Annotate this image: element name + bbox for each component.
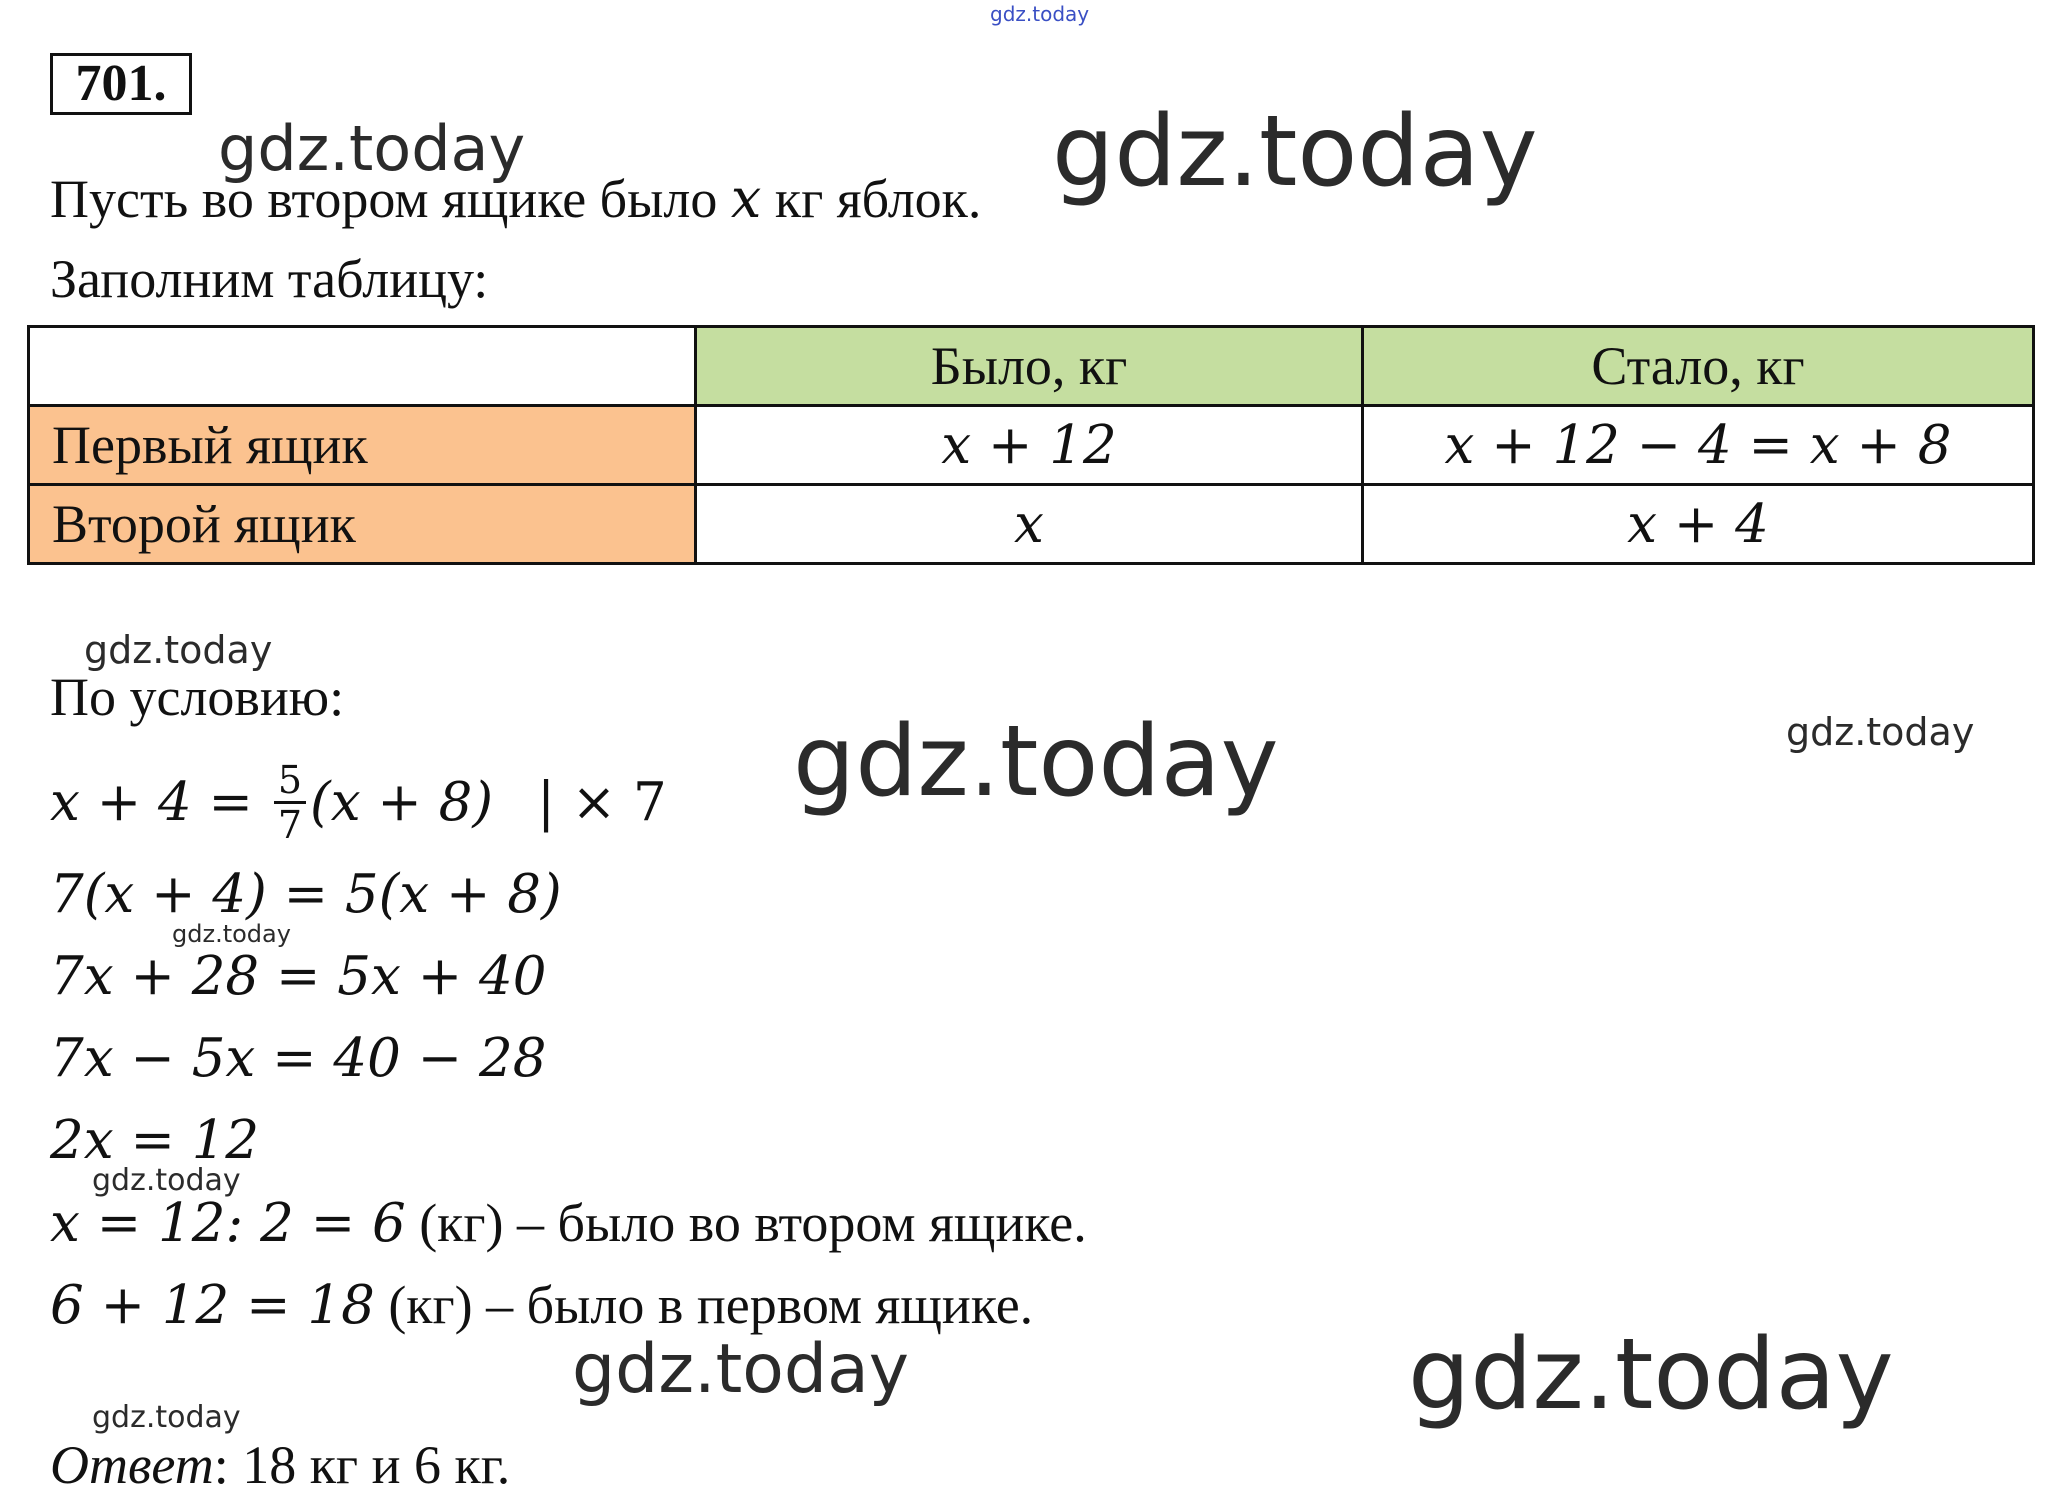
watermark-bottom-right-large: gdz.today [1408,1318,1894,1432]
first-box-was: x + 12 [696,406,1363,485]
equation-multiplier: | × 7 [537,771,667,833]
watermark-steps-lower: gdz.today [92,1163,241,1198]
result-first-box [50,1275,1034,1336]
watermark-center-large: gdz.today [793,705,1279,819]
condition-label: По условию: [50,667,345,727]
table-row [29,485,2034,564]
step-2: 7x + 28 = 5x + 40 [50,946,547,1007]
answer-label: Ответ [50,1435,214,1495]
watermark-bottom-center: gdz.today [572,1330,909,1409]
watermark-bottom-left: gdz.today [92,1400,241,1435]
intro-text-a: Пусть во втором ящике было [50,169,731,229]
intro-line-2: Заполним таблицу: [50,249,489,309]
answer-text: : 18 кг и 6 кг. [213,1435,511,1495]
watermark-header-left: gdz.today [218,112,526,185]
intro-variable: x [730,167,762,230]
intro-line-1 [50,167,982,230]
problem-number: 701. [50,53,192,115]
table-row [29,406,2034,485]
watermark-steps-small: gdz.today [172,920,291,948]
watermark-left-mid: gdz.today [84,628,273,672]
table-header-empty [29,327,696,406]
watermark-header-large: gdz.today [1052,95,1538,209]
intro-text-b: кг яблок. [761,169,982,229]
step-3: 7x − 5x = 40 − 28 [50,1028,547,1089]
step-4: 2x = 12 [50,1110,260,1171]
watermark-top-small: gdz.today [990,2,1090,26]
table-header-row [29,327,2034,406]
watermark-right-mid: gdz.today [1786,710,1975,754]
step-1: 7(x + 4) = 5(x + 8) [50,864,562,925]
answer-line [50,1435,511,1495]
result-second-text: (кг) – было во втором ящике. [405,1193,1087,1253]
result-second-math: x = 12: 2 = 6 [50,1193,406,1254]
apples-table [27,325,2035,565]
table-header-was: Было, кг [696,327,1363,406]
fraction-five-sevenths [274,757,306,847]
fraction-numerator: 5 [274,761,306,804]
first-box-became: x + 12 − 4 = x + 8 [1363,406,2034,485]
result-first-text: (кг) – было в первом ящике. [374,1275,1034,1335]
fraction-denominator: 7 [277,802,303,847]
equation-lhs: x + 4 = [50,771,270,833]
result-second-box [50,1193,1087,1254]
result-first-math: 6 + 12 = 18 [50,1275,375,1336]
table-header-became: Стало, кг [1363,327,2034,406]
second-box-was: x [696,485,1363,564]
row-label-first-box: Первый ящик [29,406,696,485]
equation-with-fraction [50,752,667,852]
second-box-became: x + 4 [1363,485,2034,564]
equation-rhs: (x + 8) [310,771,494,833]
row-label-second-box: Второй ящик [29,485,696,564]
